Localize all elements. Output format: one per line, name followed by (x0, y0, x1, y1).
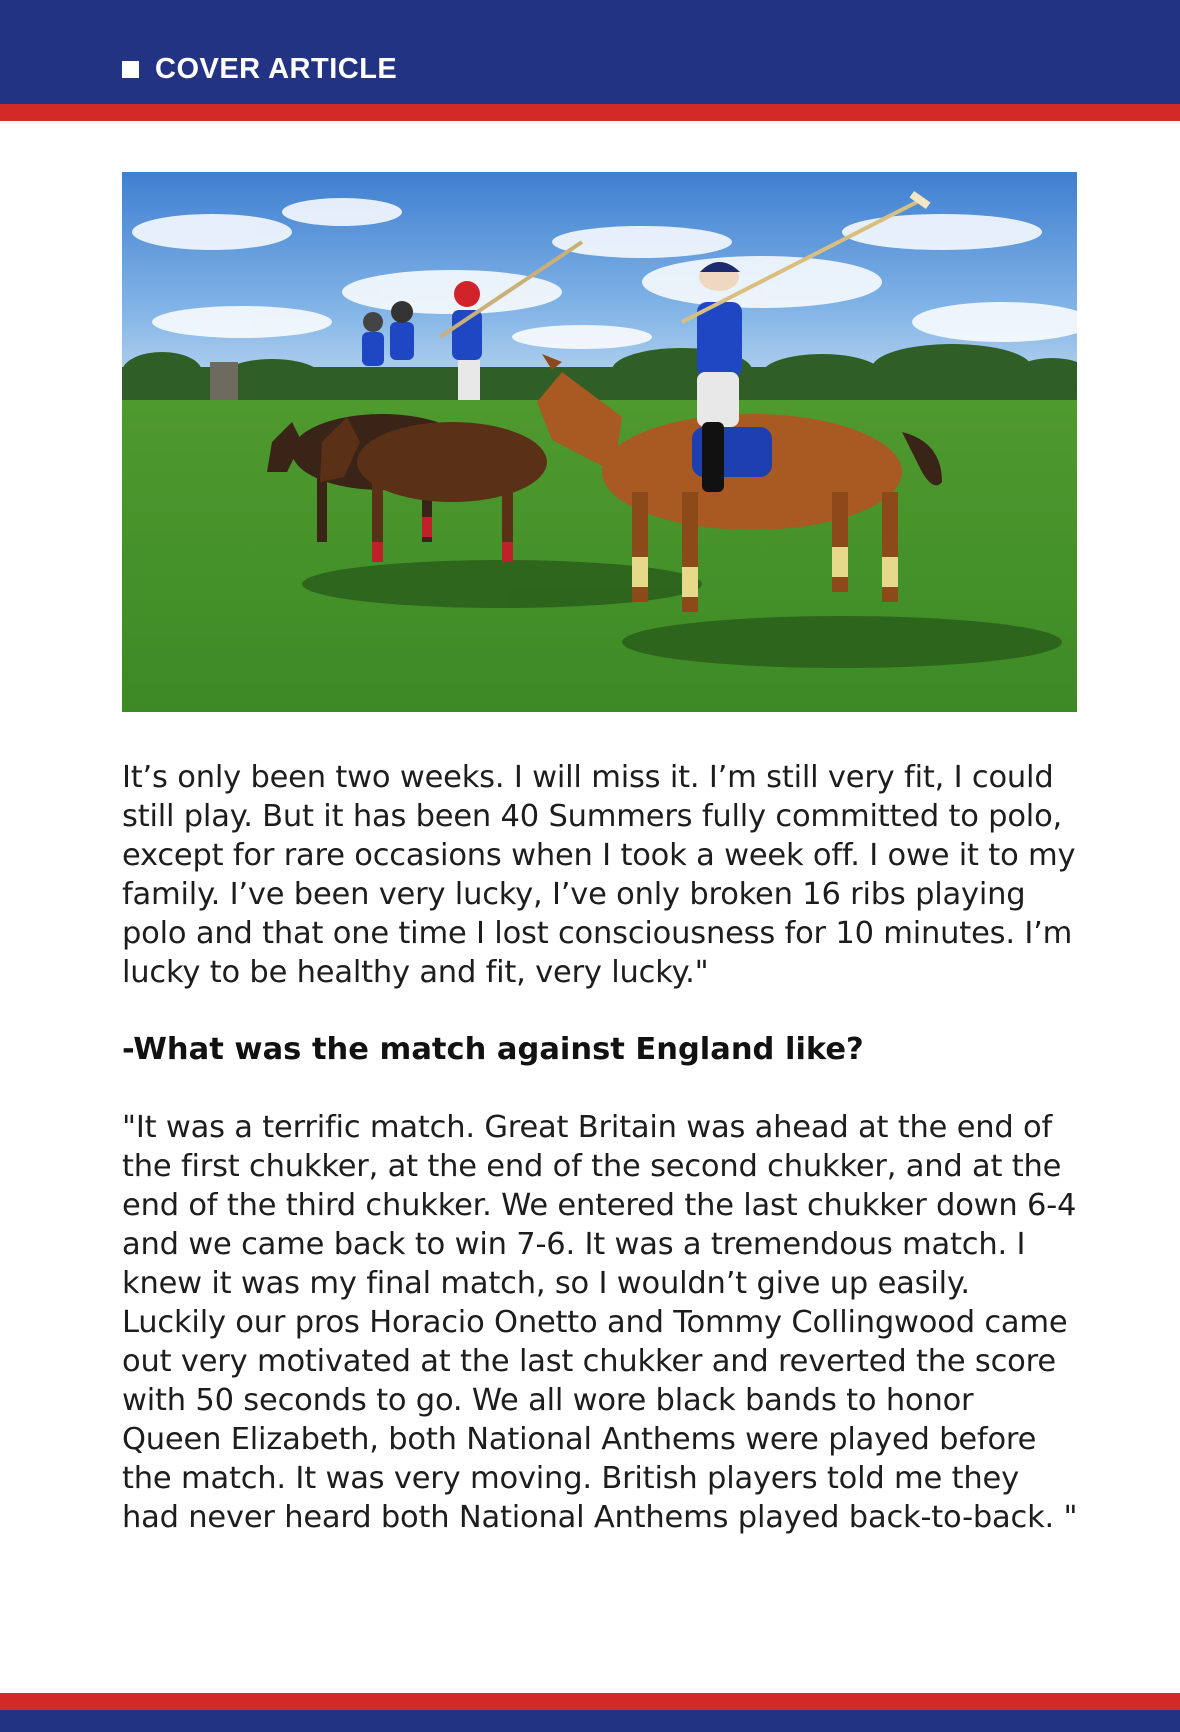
square-bullet-icon (122, 61, 139, 78)
footer-band (0, 1710, 1180, 1732)
section-label-text: COVER ARTICLE (155, 52, 398, 85)
polo-players-photo (122, 172, 1077, 712)
header-red-stripe (0, 104, 1180, 121)
section-label (122, 50, 397, 88)
article-paragraph-1: It’s only been two weeks. I will miss it. I’m still very fit, I could still play. But it has been 40 Summers fully committed to polo, except for rare occasions when I took a week off. I owe it to my family. I’ve been very lucky, I’ve only broken 16 ribs playing polo and that one time I lost consciousness for 10 minutes. I’m lucky to be healthy and fit, very lucky." (122, 760, 1076, 990)
footer-red-stripe (0, 1693, 1180, 1710)
interview-question: -What was the match against England like? (122, 1032, 864, 1067)
article-paragraph-2: "It was a terrific match. Great Britain was ahead at the end of the first chukker, at the end of the second chukker, and at the end of the third chukker. We entered the last chukker down 6-4 and we came back to win 7-6. It was a tremendous match. I knew it was my final match, so I wouldn’t give up easily. Luckily our pros Horacio Onetto and Tommy Collingwood came out very motivated at the last chukker and reverted the score with 50 seconds to go. We all wore black bands to honor Queen Elizabeth, both National Anthems were played before the match. It was very moving. British players told me they had never heard both National Anthems played back-to-back. " (122, 1110, 1078, 1535)
